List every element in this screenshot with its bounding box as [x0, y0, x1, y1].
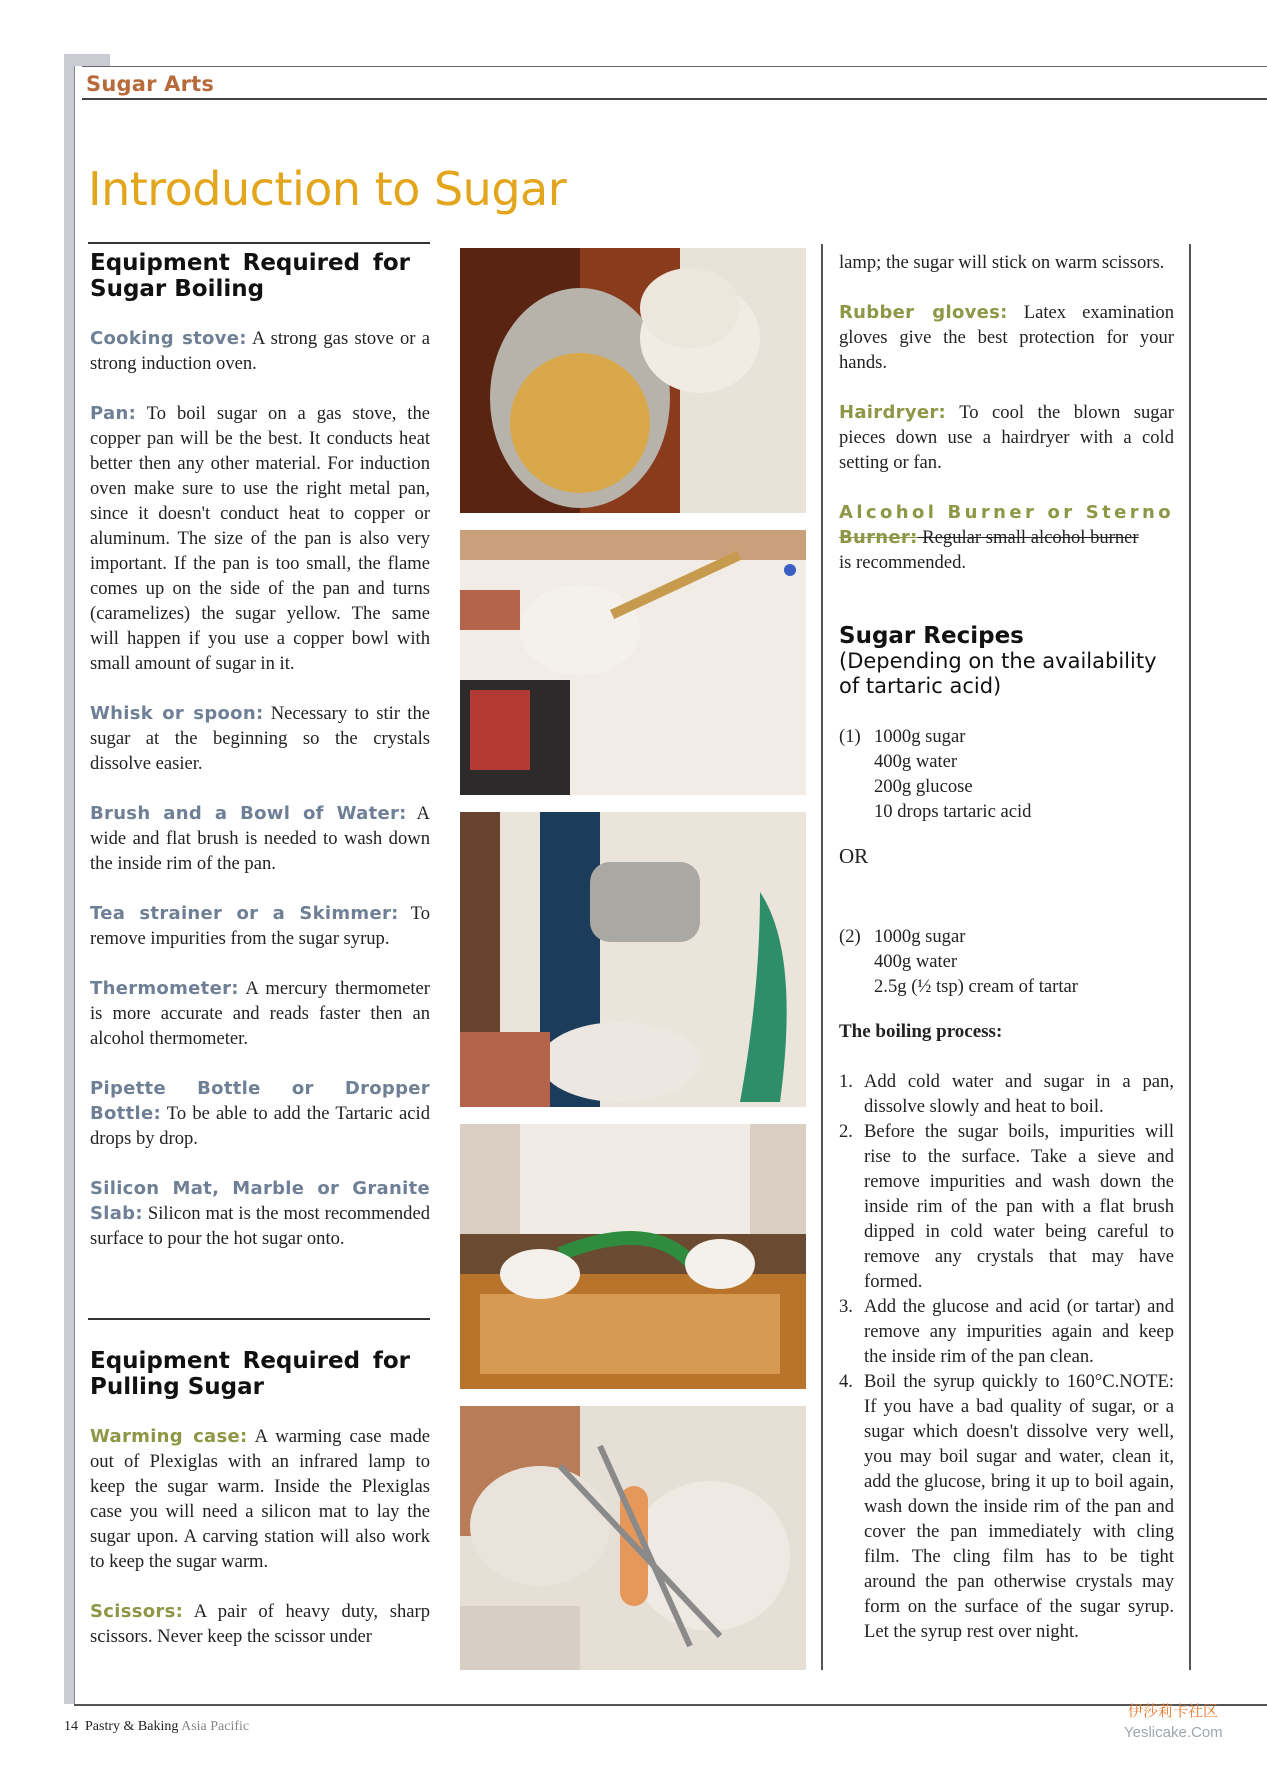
boiling-heading: The boiling process:: [839, 1021, 1003, 1042]
step-text: Add cold water and sugar in a pan, dissolve slowly and heat to boil.: [864, 1071, 1174, 1117]
item-text: A wide and flat brush is needed to wash down the inside rim of the pan.: [90, 803, 430, 874]
boiling-steps: [839, 1069, 1174, 1644]
equipment-item: [90, 976, 430, 1051]
item-term: Cooking stove:: [90, 328, 247, 349]
equipment-item: [90, 701, 430, 776]
item-text: A pair of heavy duty, sharp scissors. Never keep the scissor under: [90, 1601, 430, 1647]
equipment-item: [839, 400, 1174, 475]
item-text: Latex examination gloves give the best protection for your hands.: [839, 302, 1174, 373]
item-term: Pipette Bottle or Dropper Bottle:: [90, 1078, 430, 1124]
equipment-item: [839, 500, 1174, 575]
step-item: [839, 1294, 1174, 1369]
recipe-number: (1): [839, 726, 861, 747]
item-term: Tea strainer or a Skimmer:: [90, 903, 399, 924]
item-term: Silicon Mat, Marble or Granite Slab:: [90, 1178, 430, 1224]
equipment-item: [90, 1424, 430, 1574]
step-number: 3.: [839, 1296, 853, 1317]
page-number: 14: [64, 1719, 78, 1734]
recipe-line: 400g water: [874, 751, 958, 772]
section-heading: Equipment Required for Sugar Boiling: [90, 250, 410, 302]
item-term: Brush and a Bowl of Water:: [90, 803, 407, 824]
item-text: Regular small alcohol burner: [917, 527, 1139, 548]
step-number: 4.: [839, 1371, 853, 1392]
item-term: Hairdryer:: [839, 402, 947, 423]
frame-top-rule: [82, 66, 1267, 67]
item-term: Thermometer:: [90, 978, 239, 999]
item-text: A strong gas stove or a strong induction oven.: [90, 328, 430, 374]
or-separator: OR: [839, 844, 869, 868]
step-text: Add the glucose and acid (or tartar) and remove any impurities again and keep the inside rim of the pan clean.: [864, 1296, 1174, 1367]
recipes-heading: Sugar Recipes: [839, 623, 1024, 649]
item-term: Warming case:: [90, 1426, 248, 1447]
equipment-item: [90, 901, 430, 951]
item-text: A mercury thermometer is more accurate and reads faster then an alcohol thermometer.: [90, 978, 430, 1049]
photo-blowtorch: [460, 530, 806, 795]
page-corner-accent-top: [64, 54, 110, 66]
page-footer: [64, 1719, 249, 1735]
recipe-line: 1000g sugar: [874, 926, 966, 947]
equipment-pulling-column: [90, 1348, 430, 1649]
equipment-item: [90, 401, 430, 676]
frame-left-rule: [74, 66, 75, 1706]
watermark-cn: 伊莎莉卡社区: [1128, 1702, 1219, 1720]
equipment-item: [90, 1599, 430, 1649]
equipment-item: [90, 801, 430, 876]
recipe-line: 2.5g (½ tsp) cream of tartar: [874, 976, 1078, 997]
item-text: Necessary to stir the sugar at the beginning so the crystals dissolve easier.: [90, 703, 430, 774]
continued-text: lamp; the sugar will stick on warm scissors.: [839, 252, 1165, 273]
recipe-line: 400g water: [874, 951, 958, 972]
watermark-url: Yeslicake.Com: [1124, 1724, 1223, 1741]
item-text: To boil sugar on a gas stove, the copper pan will be the best. It conducts heat better then any other material. For induction oven make sure to use the right metal pan, since it doesn't conduct heat to copper or aluminum. The size of the pan is also very important. If the pan is too small, the flame comes up on the side of the pan and turns (caramelizes) the sugar yellow. The same will happen if you use a copper bowl with small amount of sugar in it.: [90, 403, 430, 674]
step-item: [839, 1369, 1174, 1644]
item-text: To cool the blown sugar pieces down use a hairdryer with a cold setting or fan.: [839, 402, 1174, 473]
equipment-item: [839, 300, 1174, 375]
section-tag: Sugar Arts: [86, 72, 215, 96]
step-item: [839, 1119, 1174, 1294]
recipe-line: 1000g sugar: [874, 726, 966, 747]
recipes-subheading: (Depending on the availability of tartaric acid): [839, 649, 1157, 698]
frame-bottom-rule: [74, 1704, 1267, 1706]
right-column: [839, 250, 1174, 1644]
magazine-region: Asia Pacific: [181, 1719, 250, 1734]
item-term: Whisk or spoon:: [90, 703, 264, 724]
equipment-item: [90, 1076, 430, 1151]
equipment-boiling-column: [90, 250, 430, 1251]
recipe-2: [839, 924, 1174, 999]
step-number: 2.: [839, 1121, 853, 1142]
photo-pulling-sugar: [460, 1124, 806, 1389]
item-term: Scissors:: [90, 1601, 184, 1622]
step-number: 1.: [839, 1071, 853, 1092]
item-text: To be able to add the Tartaric acid drops by drop.: [90, 1103, 430, 1149]
step-item: [839, 1069, 1174, 1119]
page-corner-accent: [64, 54, 74, 1704]
page-title: Introduction to Sugar: [88, 162, 567, 216]
item-text: A warming case made out of Plexiglas with an infrared lamp to keep the sugar warm. Inside the Plexiglas case you will need a silicon mat to lay the sugar upon. A carving station will also work to keep the sugar warm.: [90, 1426, 431, 1572]
recipe-number: (2): [839, 926, 861, 947]
step-text: Before the sugar boils, impurities will rise to the surface. Take a sieve and remove impurities and wash down the inside rim of the pan with a flat brush dipped in cold water being careful to remove any crystals that may have formed.: [864, 1121, 1174, 1292]
step-text: Boil the syrup quickly to 160°C.NOTE: If you have a bad quality of sugar, or a sugar which doesn't dissolve very well, you may boil sugar and water, clean it, add the glucose, bring it up to boil again, wash down the inside rim of the pan and cover the pan immediately with cling film. The cling film has to be tight around the pan otherwise crystals may form on the surface of the sugar syrup. Let the syrup rest over night.: [864, 1371, 1174, 1642]
column-rule: [88, 1318, 430, 1320]
recipe-line: 200g glucose: [874, 776, 973, 797]
column-rule: [88, 242, 430, 244]
magazine-name: Pastry & Baking: [85, 1719, 179, 1734]
item-text: is recommended.: [839, 552, 967, 573]
photo-pouring-sugar: [460, 248, 806, 513]
photo-hairdryer: [460, 812, 806, 1107]
item-term: Rubber gloves:: [839, 302, 1008, 323]
column-divider: [821, 244, 823, 1670]
item-term: Burner:: [839, 527, 918, 548]
recipe-1: [839, 724, 1174, 824]
photo-scissors: [460, 1406, 806, 1670]
column-divider-right: [1189, 244, 1191, 1670]
item-term: Pan:: [90, 403, 137, 424]
item-text: Silicon mat is the most recommended surface to pour the hot sugar onto.: [90, 1203, 430, 1249]
equipment-item: [90, 1176, 430, 1251]
equipment-item: [90, 326, 430, 376]
item-text: To remove impurities from the sugar syrup.: [90, 903, 430, 949]
item-term: Alcohol Burner or Sterno: [839, 502, 1174, 523]
recipe-line: 10 drops tartaric acid: [874, 801, 1032, 822]
header-rule: [82, 98, 1267, 100]
section-heading: Equipment Required for Pulling Sugar: [90, 1348, 410, 1400]
